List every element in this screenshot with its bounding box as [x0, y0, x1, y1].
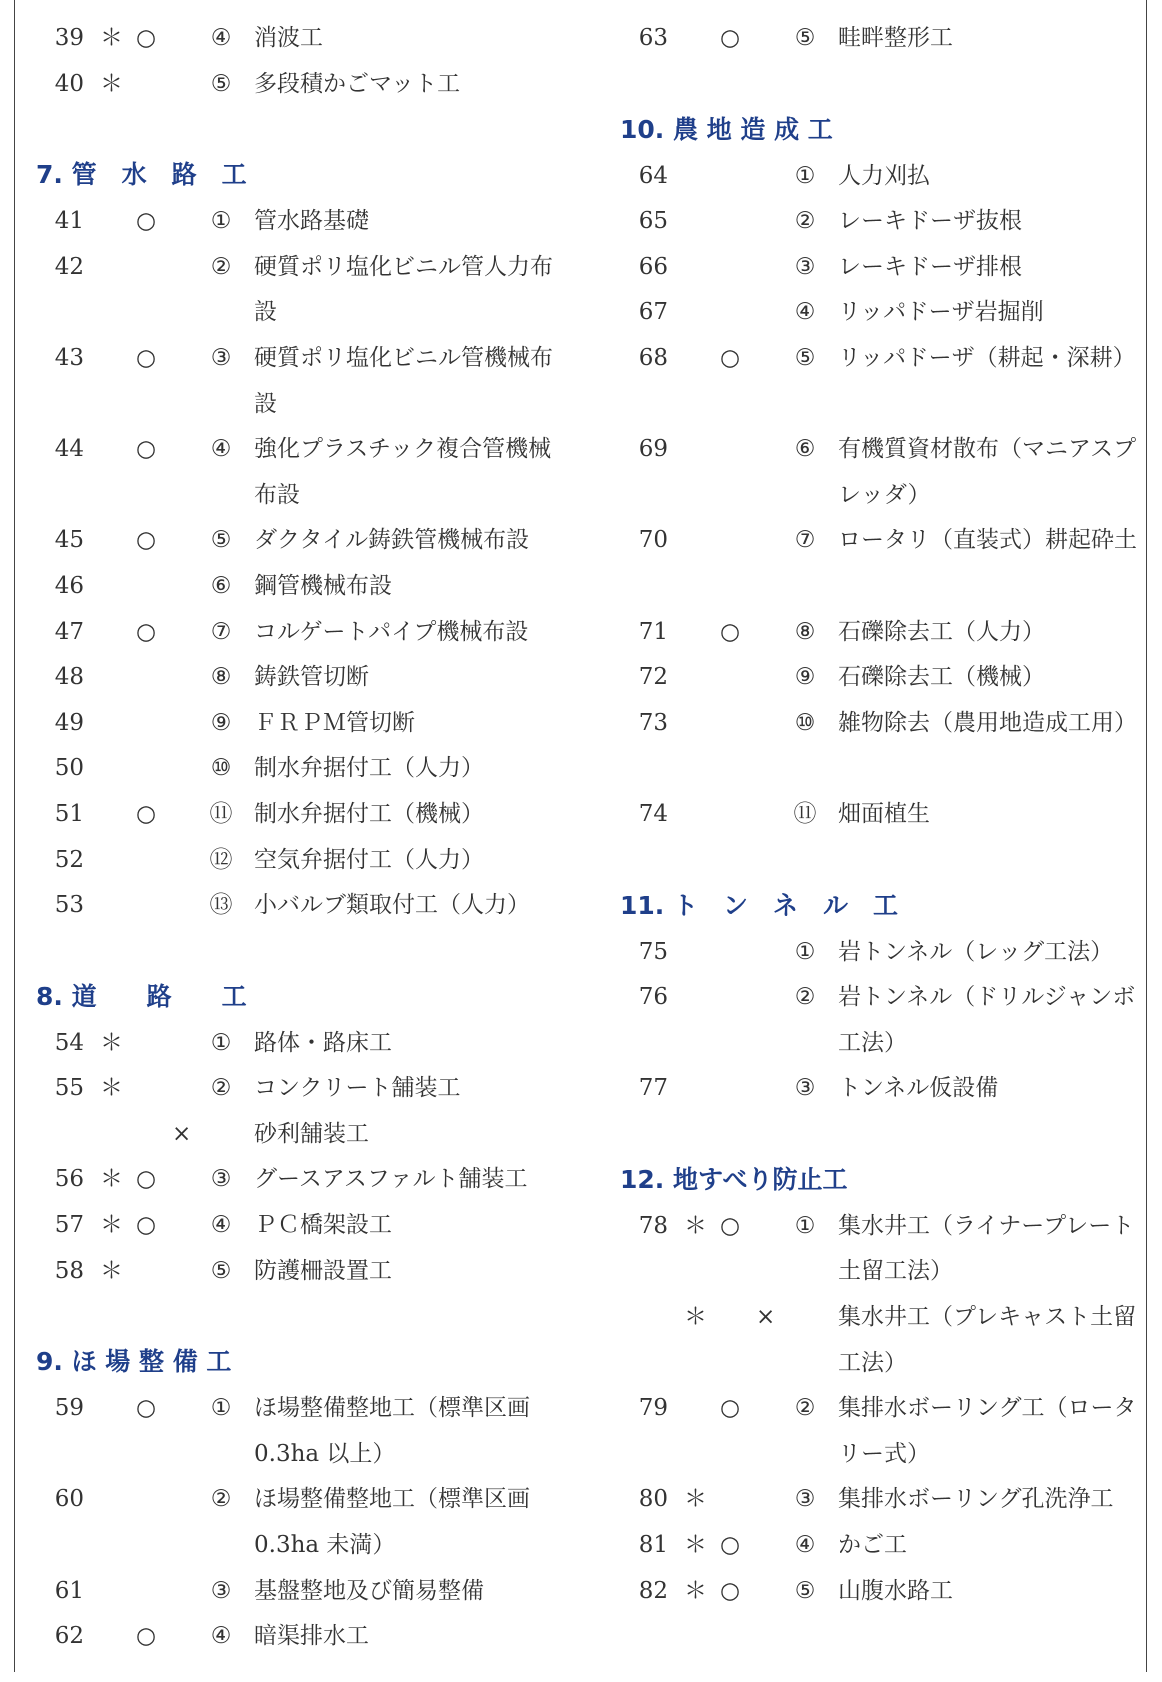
list-item [36, 245, 556, 336]
item-number: 39 [54, 25, 84, 51]
item-number: 81 [638, 1532, 668, 1559]
item-text: 鋳鉄管切断 [254, 664, 369, 691]
circle-mark: ○ [136, 1212, 157, 1239]
sub-number: ③ [794, 1075, 816, 1102]
list-item [620, 792, 1140, 838]
circle-mark: ○ [136, 208, 157, 235]
circle-mark: ○ [720, 344, 741, 371]
circle-mark: ○ [136, 436, 157, 463]
circle-mark: ○ [720, 1577, 741, 1604]
item-text: 岩トンネル（レッグ工法） [838, 938, 1114, 965]
sub-number: ⑧ [794, 618, 816, 645]
sub-number: ④ [794, 299, 816, 326]
circle-mark: ○ [136, 800, 157, 827]
list-item [620, 1523, 1140, 1569]
item-number: 43 [54, 344, 84, 371]
sub-number: ① [794, 938, 816, 965]
sub-number: ⑨ [794, 664, 816, 691]
star-mark: ＊ [100, 1166, 123, 1193]
item-number: 72 [638, 664, 668, 691]
item-number: 66 [638, 253, 668, 280]
sub-number: ③ [210, 344, 232, 371]
item-text: 多段積かごマット工 [254, 70, 461, 97]
item-text: リッパドーザ（耕起・深耕） [838, 344, 1136, 371]
item-number: 60 [54, 1486, 84, 1513]
item-text: 消波工 [254, 25, 323, 51]
list-item [36, 838, 556, 884]
list-item [36, 427, 556, 518]
sub-number: ⑦ [794, 527, 816, 554]
section-heading: 9. ほ 場 整 備 工 [36, 1347, 232, 1377]
item-text: 空気弁据付工（人力） [254, 846, 484, 873]
list-item [36, 883, 556, 929]
list-item [36, 1157, 556, 1203]
item-number: 75 [638, 938, 668, 965]
list-item [620, 930, 1140, 976]
circle-mark: ○ [136, 1395, 157, 1422]
list-item [620, 16, 1140, 62]
star-mark: ＊ [100, 1029, 123, 1056]
star-mark: ＊ [684, 1577, 707, 1604]
list-item [36, 1203, 556, 1249]
item-text: 集水井工（ライナープレート土留工法） [838, 1212, 1135, 1285]
sub-number: ⑤ [794, 1577, 816, 1604]
item-text: レーキドーザ抜根 [838, 208, 1022, 235]
sub-number: ① [794, 1212, 816, 1239]
list-item [620, 1295, 1140, 1386]
item-text: トンネル仮設備 [838, 1075, 999, 1102]
item-number: 53 [54, 892, 84, 919]
star-mark: ＊ [100, 1075, 123, 1102]
item-number: 47 [54, 618, 84, 645]
list-item [36, 1249, 556, 1295]
item-text: ＰＣ橋架設工 [254, 1212, 392, 1239]
item-number: 74 [638, 800, 668, 827]
circle-mark: ○ [720, 1212, 741, 1239]
item-text: 畑面植生 [838, 800, 930, 827]
item-text: コルゲートパイプ機械布設 [254, 618, 529, 645]
list-item [620, 1477, 1140, 1523]
sub-number: ① [210, 1395, 232, 1422]
circle-mark: ○ [136, 618, 157, 645]
item-number: 68 [638, 344, 668, 371]
item-text: レーキドーザ排根 [838, 253, 1022, 280]
left-column [36, 16, 556, 1660]
sub-number: ② [210, 1486, 232, 1513]
sub-number: ② [210, 1075, 232, 1102]
sub-number: ④ [210, 1212, 232, 1239]
sub-number: ② [794, 1395, 816, 1422]
list-item [36, 1066, 556, 1112]
section-spacer [36, 107, 556, 151]
list-item [36, 1386, 556, 1477]
circle-mark: ○ [136, 344, 157, 371]
list-item [36, 1569, 556, 1615]
item-text: 石礫除去工（人力） [838, 618, 1045, 645]
circle-mark: ○ [136, 25, 157, 51]
right-margin-rule [1146, 0, 1147, 1672]
item-text: 暗渠排水工 [254, 1623, 369, 1650]
section-spacer [36, 929, 556, 973]
item-number: 76 [638, 984, 668, 1011]
item-number: 48 [54, 664, 84, 691]
list-item [620, 1066, 1140, 1112]
right-column [620, 16, 1140, 1614]
sub-number: ① [210, 1029, 232, 1056]
item-number: 73 [638, 709, 668, 736]
item-number: 61 [54, 1577, 84, 1604]
item-number: 55 [54, 1075, 84, 1102]
sub-number: ⑦ [210, 618, 232, 645]
sub-number: ② [794, 208, 816, 235]
sub-number: ⑩ [794, 709, 816, 736]
list-item [36, 1614, 556, 1660]
list-item [620, 336, 1140, 427]
list-item [36, 62, 556, 108]
star-mark: ＊ [100, 25, 123, 51]
sub-number: ⑨ [210, 709, 232, 736]
sub-number: ③ [210, 1166, 232, 1193]
sub-number: ⑩ [210, 755, 232, 782]
sub-number: ③ [210, 1577, 232, 1604]
section-spacer [620, 1112, 1140, 1156]
item-number: 46 [54, 572, 84, 599]
list-item [620, 655, 1140, 701]
list-item [36, 746, 556, 792]
item-text: コンクリート舗装工 [254, 1075, 461, 1102]
circle-mark: ○ [720, 25, 741, 51]
star-mark: ＊ [100, 70, 123, 97]
item-text: ほ場整備整地工（標準区画0.3ha 未満） [254, 1486, 530, 1559]
circle-mark: ○ [136, 527, 157, 554]
item-text: 集排水ボーリング孔洗浄工 [838, 1486, 1114, 1513]
item-text: 路体・路床工 [254, 1029, 392, 1056]
section-heading: 10. 農 地 造 成 工 [620, 114, 833, 144]
list-item [620, 427, 1140, 518]
list-item [620, 154, 1140, 200]
item-text: 石礫除去工（機械） [838, 664, 1045, 691]
circle-mark: ○ [720, 1532, 741, 1559]
list-item [36, 792, 556, 838]
sub-number: ⑥ [210, 572, 232, 599]
sub-number: ⑫ [209, 846, 233, 873]
item-text: 畦畔整形工 [838, 25, 953, 51]
item-number: 77 [638, 1075, 668, 1102]
item-number: 40 [54, 70, 84, 97]
sub-number: ⑤ [794, 344, 816, 371]
cross-mark: × [172, 1120, 192, 1147]
item-number: 67 [638, 299, 668, 326]
star-mark: ＊ [100, 1257, 123, 1284]
list-item [36, 1477, 556, 1568]
item-text: 強化プラスチック複合管機械布設 [254, 436, 552, 508]
item-number: 78 [638, 1212, 668, 1239]
list-item [36, 16, 556, 62]
list-item [620, 701, 1140, 792]
item-number: 63 [638, 25, 668, 51]
star-mark: ＊ [684, 1304, 707, 1331]
list-item [36, 518, 556, 564]
item-number: 58 [54, 1257, 84, 1284]
circle-mark: ○ [136, 1166, 157, 1193]
sub-number: ⑤ [210, 527, 232, 554]
item-text: 有機質資材散布（マニアスプレッダ） [838, 436, 1137, 508]
sub-number: ⑤ [210, 70, 232, 97]
sub-number: ② [210, 253, 232, 280]
list-item [620, 1569, 1140, 1615]
item-text: 鋼管機械布設 [254, 572, 392, 599]
sub-number: ⑪ [793, 800, 817, 827]
list-item [620, 1204, 1140, 1295]
star-mark: ＊ [684, 1532, 707, 1559]
sub-number: ④ [210, 436, 232, 463]
sub-number: ⑧ [210, 664, 232, 691]
item-text: 雑物除去（農用地造成工用） [838, 709, 1137, 736]
item-number: 51 [54, 800, 84, 827]
item-text: 人力刈払 [838, 162, 930, 189]
item-number: 44 [54, 436, 84, 463]
item-number: 62 [54, 1623, 84, 1650]
item-number: 45 [54, 527, 84, 554]
item-number: 49 [54, 709, 84, 736]
item-text: ダクタイル鋳鉄管機械布設 [254, 527, 530, 554]
circle-mark: ○ [720, 1395, 741, 1422]
sub-number: ⑥ [794, 436, 816, 463]
item-number: 50 [54, 755, 84, 782]
sub-number: ⑪ [209, 800, 233, 827]
sub-number: ⑤ [210, 1257, 232, 1284]
list-item [620, 610, 1140, 656]
item-text: 基盤整地及び簡易整備 [254, 1577, 484, 1604]
item-text: ＦＲＰＭ管切断 [254, 709, 415, 736]
item-text: 山腹水路工 [838, 1577, 953, 1604]
circle-mark: ○ [136, 1623, 157, 1650]
list-item [36, 610, 556, 656]
item-number: 80 [638, 1486, 668, 1513]
list-item [620, 1386, 1140, 1477]
item-text: 硬質ポリ塩化ビニル管機械布設 [254, 344, 553, 417]
item-text: かご工 [838, 1532, 907, 1559]
section-spacer [36, 1294, 556, 1338]
left-margin-rule [14, 0, 15, 1672]
cross-mark: × [756, 1304, 776, 1331]
item-number: 71 [638, 618, 668, 645]
sub-number: ④ [794, 1532, 816, 1559]
list-item [620, 245, 1140, 291]
sub-number: ② [794, 984, 816, 1011]
section-heading: 8. 道 路 工 [36, 981, 247, 1011]
item-text: 硬質ポリ塩化ビニル管人力布設 [254, 253, 553, 326]
list-item [620, 518, 1140, 609]
item-number: 56 [54, 1166, 84, 1193]
list-item [36, 1021, 556, 1067]
item-text: 制水弁据付工（人力） [254, 755, 484, 782]
item-number: 79 [638, 1395, 668, 1422]
item-text: 管水路基礎 [254, 208, 369, 235]
list-item [620, 290, 1140, 336]
sub-number: ① [210, 208, 232, 235]
list-item [36, 564, 556, 610]
item-text: 防護柵設置工 [254, 1257, 392, 1284]
item-number: 69 [638, 436, 668, 463]
sub-number: ⑤ [794, 25, 816, 51]
sub-number: ⑬ [209, 892, 233, 919]
item-number: 82 [638, 1577, 668, 1604]
item-text: 集水井工（プレキャスト土留工法） [838, 1304, 1137, 1376]
item-text: 制水弁据付工（機械） [254, 800, 484, 827]
star-mark: ＊ [684, 1212, 707, 1239]
item-text: 岩トンネル（ドリルジャンボ工法） [838, 984, 1136, 1056]
item-text: ほ場整備整地工（標準区画0.3ha 以上） [254, 1395, 530, 1467]
section-heading: 11. ト ン ネ ル 工 [620, 890, 898, 920]
circle-mark: ○ [720, 618, 741, 645]
sub-number: ④ [210, 1623, 232, 1650]
section-heading: 7. 管 水 路 工 [36, 160, 247, 190]
item-number: 52 [54, 846, 84, 873]
sub-number: ④ [210, 25, 232, 51]
list-item [620, 975, 1140, 1066]
list-item [620, 199, 1140, 245]
item-text: ロータリ（直装式）耕起砕土 [838, 527, 1137, 554]
item-number: 65 [638, 208, 668, 235]
item-number: 70 [638, 527, 668, 554]
list-item [36, 655, 556, 701]
item-text: 小バルブ類取付工（人力） [254, 892, 530, 919]
list-item [36, 199, 556, 245]
list-item [36, 336, 556, 427]
section-heading: 12. 地すべり防止工 [620, 1164, 848, 1194]
star-mark: ＊ [684, 1486, 707, 1513]
item-number: 57 [54, 1212, 84, 1239]
item-number: 54 [54, 1029, 84, 1056]
item-text: 集排水ボーリング工（ロータリー式） [838, 1395, 1137, 1467]
section-spacer [620, 838, 1140, 882]
item-text: グースアスファルト舗装工 [254, 1166, 528, 1193]
item-text: リッパドーザ岩掘削 [838, 299, 1044, 326]
star-mark: ＊ [100, 1212, 123, 1239]
item-number: 59 [54, 1395, 84, 1422]
sub-number: ① [794, 162, 816, 189]
list-item [36, 701, 556, 747]
sub-number: ③ [794, 253, 816, 280]
item-number: 41 [54, 208, 84, 235]
section-spacer [620, 62, 1140, 106]
item-number: 64 [638, 162, 668, 189]
list-item [36, 1112, 556, 1158]
sub-number: ③ [794, 1486, 816, 1513]
item-text: 砂利舗装工 [254, 1120, 369, 1147]
item-number: 42 [54, 253, 84, 280]
